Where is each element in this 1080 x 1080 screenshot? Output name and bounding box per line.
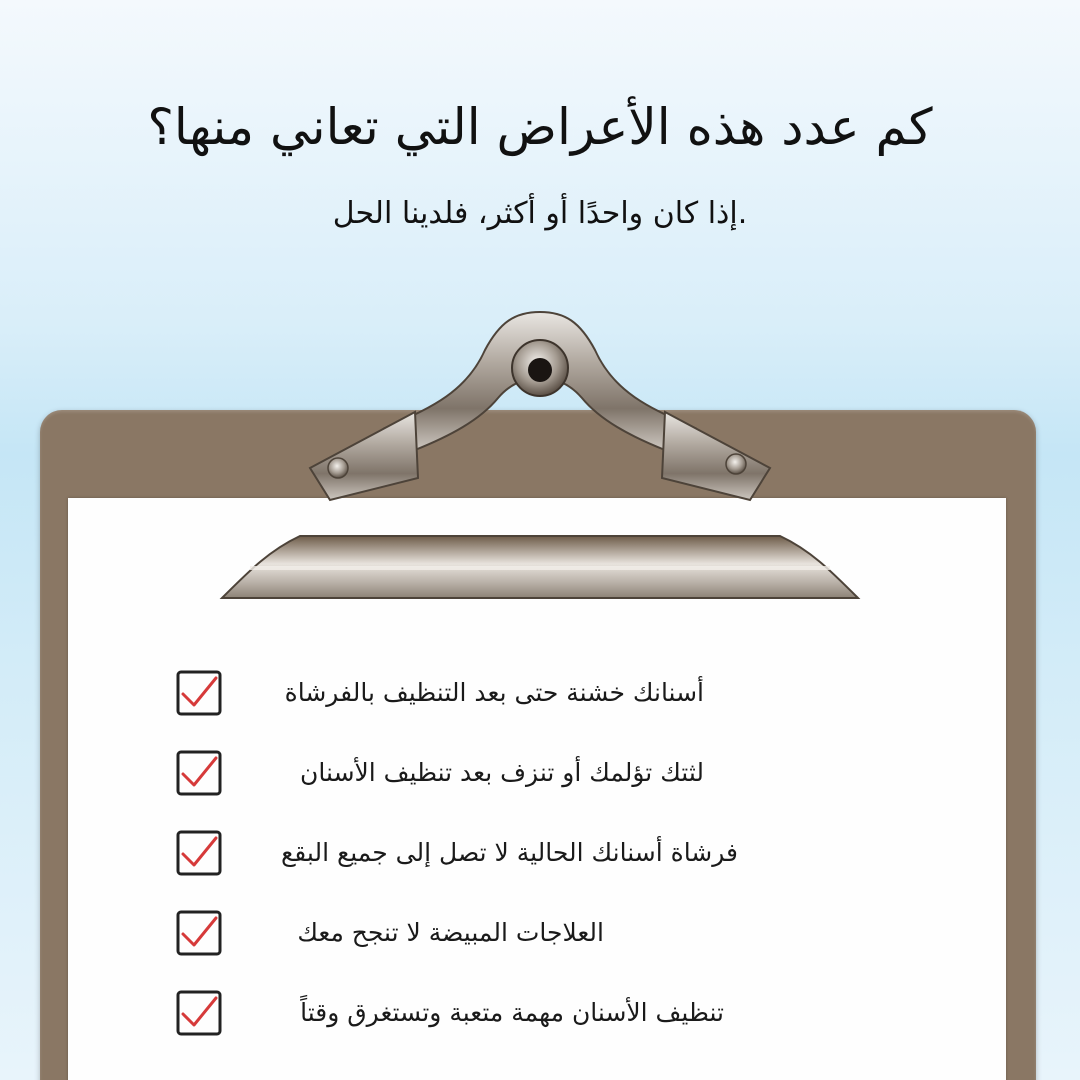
list-item	[170, 828, 810, 878]
checklist-item-label: فرشاة أسنانك الحالية لا تصل إلى جميع البقع	[280, 838, 738, 867]
checklist-item-label: تنظيف الأسنان مهمة متعبة وتستغرق وقتاً	[300, 998, 724, 1027]
list-item	[170, 988, 810, 1038]
list-item	[170, 668, 810, 718]
checklist-item-label: أسنانك خشنة حتى بعد التنظيف بالفرشاة	[284, 678, 704, 707]
checkmark-icon[interactable]	[176, 670, 222, 716]
checklist-item-label: العلاجات المبيضة لا تنجح معك	[297, 918, 604, 947]
checkmark-icon[interactable]	[176, 830, 222, 876]
page-title: كم عدد هذه الأعراض التي تعاني منها؟	[147, 98, 933, 156]
clipboard-clip-icon	[210, 300, 870, 610]
checkmark-icon[interactable]	[176, 750, 222, 796]
list-item	[170, 908, 810, 958]
checklist-item-label: لثتك تؤلمك أو تنزف بعد تنظيف الأسنان	[300, 758, 704, 787]
checkmark-icon[interactable]	[176, 910, 222, 956]
checkmark-icon[interactable]	[176, 990, 222, 1036]
list-item	[170, 748, 810, 798]
page-subtitle: .إذا كان واحدًا أو أكثر، فلدينا الحل	[332, 196, 748, 231]
